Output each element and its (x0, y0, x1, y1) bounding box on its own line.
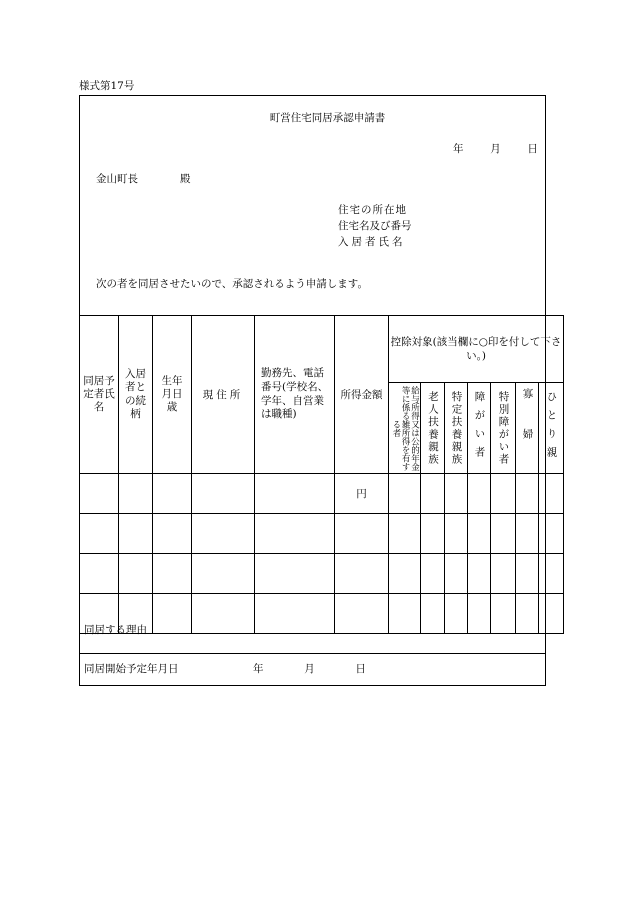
cell-check[interactable] (516, 474, 539, 514)
cell-check[interactable] (445, 474, 468, 514)
addressee (96, 173, 191, 187)
header-deduction-widow: 寡婦 (516, 383, 539, 474)
header-deduction-salary: 給与所得又は公的年金等に係る雑所得を有する者 (389, 383, 421, 474)
cell-age[interactable] (153, 594, 192, 634)
header-deduction-specified: 特定扶養親族 (445, 383, 468, 474)
cell-age[interactable] (153, 514, 192, 554)
cell-check[interactable] (445, 594, 468, 634)
cell-check[interactable] (468, 554, 491, 594)
cell-income[interactable] (335, 514, 389, 554)
cell-workplace[interactable] (255, 474, 335, 514)
house-address-label: 住宅の所在地 (338, 204, 407, 216)
cell-check[interactable] (539, 554, 564, 594)
cell-relation[interactable] (119, 554, 153, 594)
header-deduction-special-disabled: 特別障がい者 (491, 383, 516, 474)
cell-check[interactable] (491, 554, 516, 594)
start-month: 月 (304, 663, 315, 675)
request-statement: 次の者を同居させたいので、承認されるよう申請します。 (96, 278, 368, 290)
cell-check[interactable] (445, 554, 468, 594)
cell-check[interactable] (445, 514, 468, 554)
table-row (80, 594, 564, 634)
cell-check[interactable] (468, 474, 491, 514)
cell-name[interactable] (80, 554, 119, 594)
header-age: 生年月日歳 (153, 316, 192, 474)
application-date (453, 143, 538, 157)
cell-income[interactable] (335, 554, 389, 594)
cell-check[interactable] (389, 474, 421, 514)
cell-name[interactable] (80, 474, 119, 514)
cohabitation-reason-label: 同居する理由 (84, 624, 147, 636)
start-date-label: 同居開始予定年月日 (84, 663, 179, 675)
header-name: 同居予定者氏名 (80, 316, 119, 474)
header-income: 所得金額 (335, 316, 389, 474)
table-row (80, 554, 564, 594)
date-year: 年 (453, 143, 464, 155)
cell-workplace[interactable] (255, 554, 335, 594)
cell-check[interactable] (516, 514, 539, 554)
house-name-label: 住宅名及び番号 (338, 220, 412, 232)
header-deduction-title: 控除対象(該当欄に○印を付して下さい。) (389, 316, 564, 383)
addressee-honorific: 殿 (180, 173, 191, 185)
date-month: 月 (490, 143, 501, 155)
cell-check[interactable] (468, 594, 491, 634)
cell-check[interactable] (516, 594, 539, 634)
cell-income[interactable] (335, 594, 389, 634)
header-workplace: 勤務先、電話番号(学校名、学年、自営業は職種) (255, 316, 335, 474)
addressee-name: 金山町長 (96, 173, 138, 185)
cell-check[interactable] (491, 514, 516, 554)
cell-workplace[interactable] (255, 514, 335, 554)
yen-mark: 円 (356, 488, 367, 500)
document-title: 町営住宅同居承認申請書 (269, 112, 386, 124)
cell-check[interactable] (516, 554, 539, 594)
cell-check[interactable] (421, 474, 445, 514)
header-relation: 入居者との続柄 (119, 316, 153, 474)
resident-name-label: 入居者氏名 (338, 236, 406, 248)
cell-relation[interactable] (119, 474, 153, 514)
cell-check[interactable] (389, 514, 421, 554)
cell-check[interactable] (468, 514, 491, 554)
form-number-label: 様式第17号 (79, 80, 135, 92)
cell-workplace[interactable] (255, 594, 335, 634)
header-deduction-elderly: 老人扶養親族 (421, 383, 445, 474)
cell-check[interactable] (539, 514, 564, 554)
cell-check[interactable] (539, 594, 564, 634)
start-date-fields (253, 663, 366, 677)
cell-address[interactable] (192, 474, 255, 514)
cell-income[interactable] (335, 474, 389, 514)
cell-check[interactable] (421, 554, 445, 594)
cell-name[interactable] (80, 514, 119, 554)
start-day: 日 (355, 663, 366, 675)
cell-check[interactable] (389, 554, 421, 594)
header-deduction-single-parent: ひとり親 (539, 383, 564, 474)
cell-relation[interactable] (119, 514, 153, 554)
table-row (80, 474, 564, 514)
table-row (80, 514, 564, 554)
cell-check[interactable] (389, 594, 421, 634)
cell-check[interactable] (421, 514, 445, 554)
start-year: 年 (253, 663, 264, 675)
date-day: 日 (527, 143, 538, 155)
cell-age[interactable] (153, 474, 192, 514)
cell-check[interactable] (491, 594, 516, 634)
cell-check[interactable] (539, 474, 564, 514)
cell-address[interactable] (192, 554, 255, 594)
cell-age[interactable] (153, 554, 192, 594)
cell-check[interactable] (491, 474, 516, 514)
cell-address[interactable] (192, 514, 255, 554)
applicant-block (338, 202, 412, 250)
cell-check[interactable] (421, 594, 445, 634)
cohabitant-table (79, 315, 564, 634)
header-deduction-disabled: 障がい者 (468, 383, 491, 474)
header-address: 現住所 (192, 316, 255, 474)
section-divider (79, 633, 546, 634)
cell-address[interactable] (192, 594, 255, 634)
